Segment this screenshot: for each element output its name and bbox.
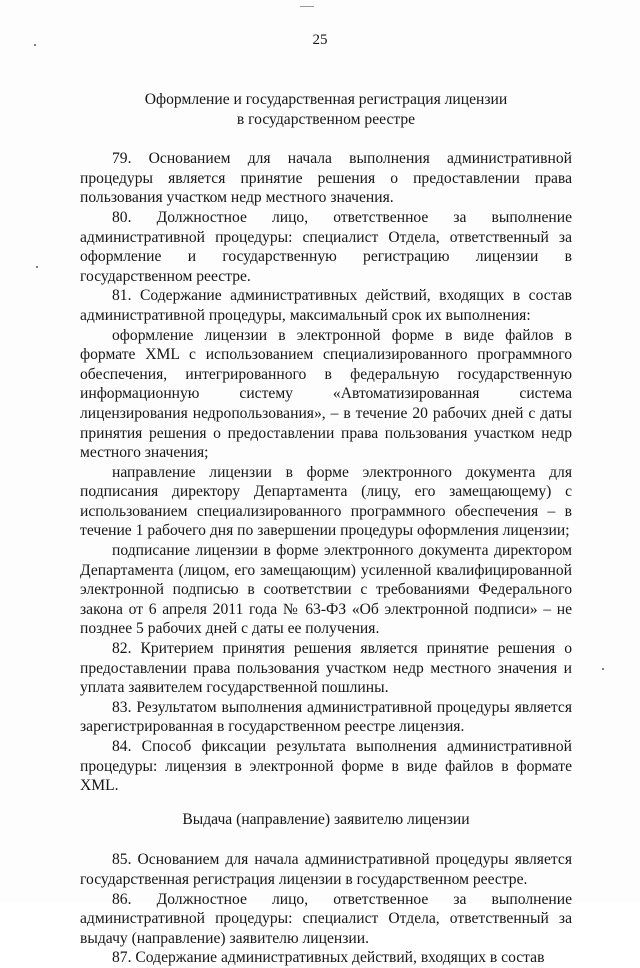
paragraph-85: 85. Основанием для начала административной процедуры является государственная регистрация лицензии в государственном реестре. — [80, 851, 572, 888]
heading-line: Оформление и государственная регистрация лицензии — [144, 91, 508, 108]
heading-line: в государственном реестре — [236, 110, 416, 128]
paragraph-81-item-1: оформление лицензии в электронной форме в виде файлов в формате XML с использованием специализированного программного обеспечения, интегрированного в федеральную государственную информационную систему «Автоматизированная система лицензирования недропользования», – в течение 20 рабочих дней с даты принятия решения о предоставлении права пользования участком недр местного значения; — [80, 326, 572, 462]
page-number: 25 — [312, 32, 328, 48]
scan-speck — [34, 44, 36, 46]
heading-line: Выдача (направление) заявителю лицензии — [182, 810, 470, 828]
paragraph-81: 81. Содержание административных действий, входящих в состав административной процедуры, максимальный срок их выполнения: — [80, 287, 572, 324]
scan-speck — [300, 6, 314, 7]
paragraph-79: 79. Основанием для начала выполнения административной процедуры является принятие решения о предоставлении права пользования участком недр местного значения. — [80, 150, 572, 207]
section-heading-license-registration — [80, 90, 572, 129]
scan-speck — [602, 668, 604, 670]
paragraph-83: 83. Результатом выполнения административной процедуры является зарегистрированная в государственном реестре лицензия. — [80, 698, 572, 736]
paragraph-82: 82. Критерием принятия решения является принятие решения о предоставлении права пользования участком недр местного значения и уплата заявителем государственной пошлины. — [80, 640, 572, 697]
paragraph-81-item-2: направление лицензии в форме электронного документа для подписания директору Департамента (лицу, его замещающему) с использованием специализированного программного обеспечения – в течение 1 рабочего дня по завершении процедуры оформления лицензии; — [80, 463, 572, 540]
paragraph-86: 86. Должностное лицо, ответственное за выполнение административной процедуры: специалист Отдела, ответственный за выдачу (направление) заявителю лицензии. — [80, 890, 572, 947]
paragraph-81-item-3: подписание лицензии в форме электронного документа директором Департамента (лицом, его замещающим) усиленной квалифицированной электронной подписью в соответствии с требованиями Федерального закона от 6 апреля 2011 года № 63-ФЗ «Об электронной подписи» – не позднее 5 рабочих дней с даты ее получения. — [80, 542, 572, 638]
section-heading-license-issuance — [80, 810, 572, 830]
paragraph-80: 80. Должностное лицо, ответственное за выполнение административной процедуры: специалист Отдела, ответственный за оформление и государственную регистрацию лицензии в государственном реестре. — [80, 208, 572, 285]
paragraph-84: 84. Способ фиксации результата выполнения административной процедуры: лицензия в электронной форме в виде файлов в формате XML. — [80, 738, 572, 795]
paragraph-87: 87. Содержание административных действий, входящих в состав — [112, 949, 545, 967]
document-body — [80, 90, 572, 968]
scan-speck — [36, 266, 38, 268]
